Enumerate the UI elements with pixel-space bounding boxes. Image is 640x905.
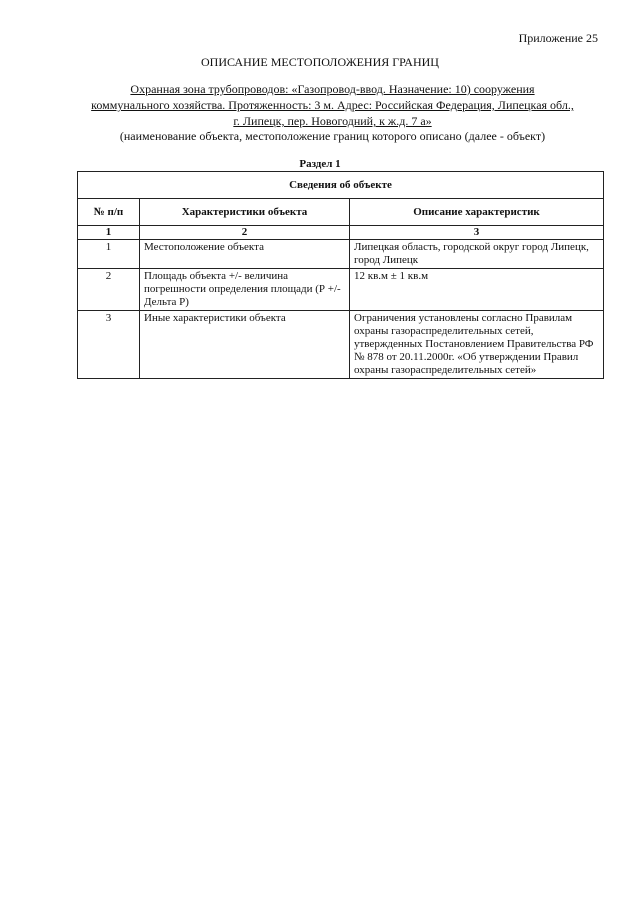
column-number-2: 2: [140, 226, 350, 240]
row-characteristic: Местоположение объекта: [140, 240, 350, 269]
row-number: 2: [78, 269, 140, 311]
row-description: Липецкая область, городской округ город Липецк, город Липецк: [350, 240, 604, 269]
row-description: 12 кв.м ± 1 кв.м: [350, 269, 604, 311]
section-label: Раздел 1: [299, 158, 341, 170]
object-name-line-2: коммунального хозяйства. Протяженность: 3 м. Адрес: Российская Федерация, Липецкая обл.,: [91, 98, 574, 112]
table-caption-row: [78, 172, 604, 199]
row-number: 1: [78, 240, 140, 269]
column-number-row: [78, 226, 604, 240]
table-row: [78, 311, 604, 379]
row-characteristic: Площадь объекта +/- величина погрешности определения площади (Р +/- Дельта Р): [140, 269, 350, 311]
table-caption: Сведения об объекте: [78, 172, 604, 199]
object-info-table: [77, 171, 604, 379]
table-row: [78, 240, 604, 269]
table-row: [78, 269, 604, 311]
column-number-3: 3: [350, 226, 604, 240]
column-header-characteristic: Характеристики объекта: [140, 199, 350, 226]
row-description: Ограничения установлены согласно Правилам охраны газораспределительных сетей, утвержденных Постановлением Правительства РФ № 878 от 20.11.2000г. «Об утверждении Правил охраны газораспределительных сетей»: [350, 311, 604, 379]
column-header-description: Описание характеристик: [350, 199, 604, 226]
row-number: 3: [78, 311, 140, 379]
object-caption: (наименование объекта, местоположение границ которого описано (далее - объект): [119, 129, 546, 143]
object-name-line-1: Охранная зона трубопроводов: «Газопровод-ввод. Назначение: 10) сооружения: [130, 82, 535, 96]
object-name: [60, 81, 605, 129]
column-header-number: № п/п: [78, 199, 140, 226]
table-header-row: [78, 199, 604, 226]
document-title: ОПИСАНИЕ МЕСТОПОЛОЖЕНИЯ ГРАНИЦ: [201, 55, 439, 69]
column-number-1: 1: [78, 226, 140, 240]
appendix-label: Приложение 25: [518, 31, 598, 45]
object-name-line-3: г. Липецк, пер. Новогодний, к ж.д. 7 а»: [233, 114, 432, 128]
row-characteristic: Иные характеристики объекта: [140, 311, 350, 379]
